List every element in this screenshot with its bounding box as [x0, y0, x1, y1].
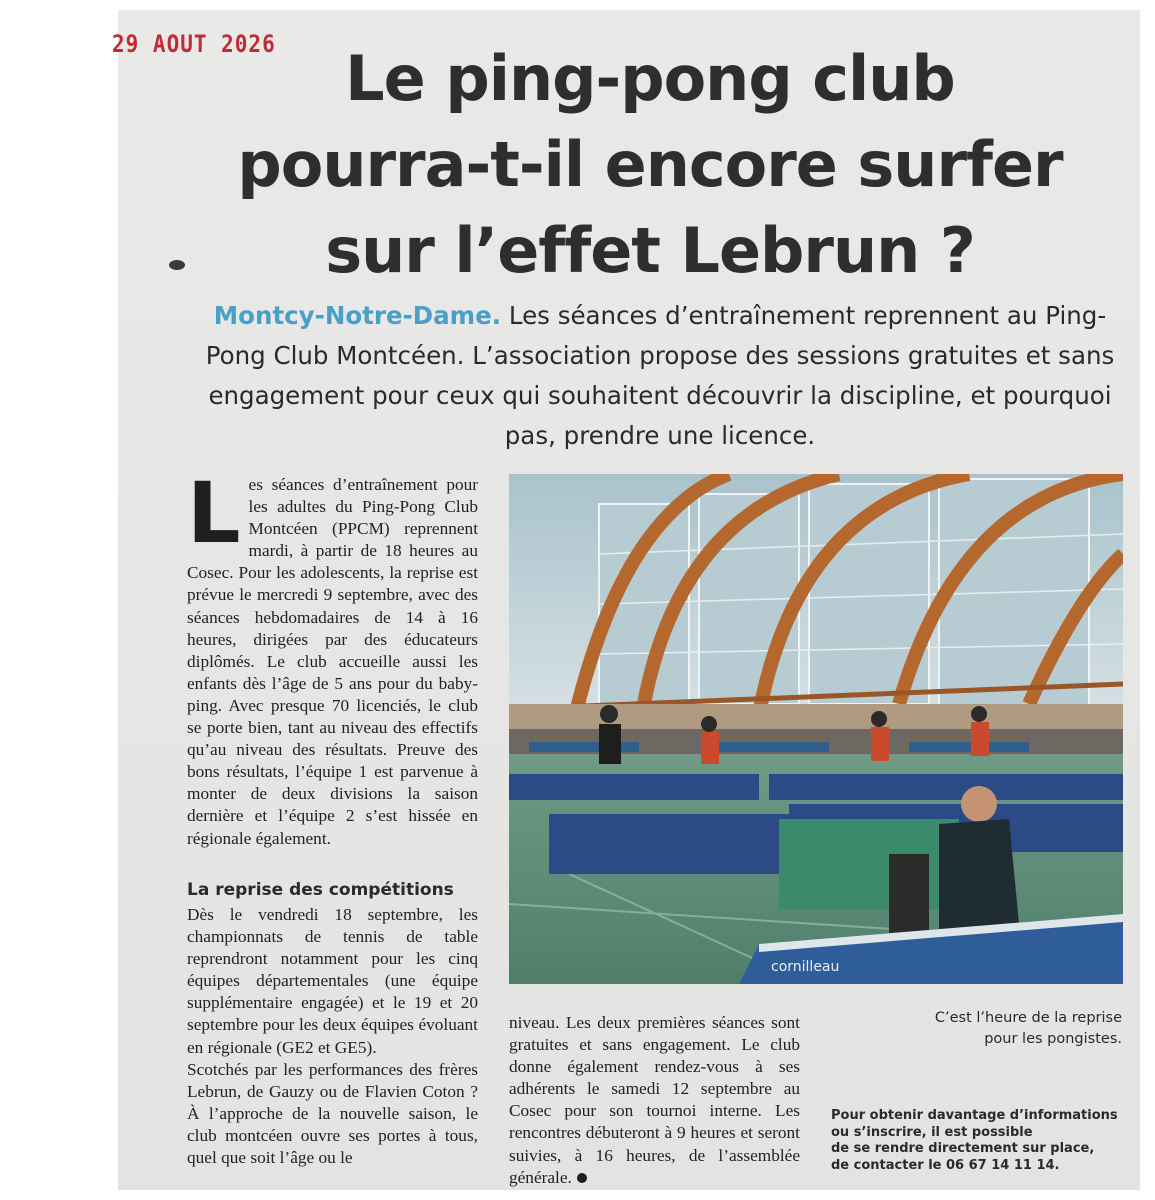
article-headline: [150, 36, 1150, 294]
caption-line-1: C’est l’heure de la reprise: [934, 1010, 1122, 1026]
section-subheading: La reprise des compétitions: [187, 880, 454, 900]
info-line-2: ou s’inscrire, il est possible: [831, 1124, 1033, 1140]
headline-line-1: Le ping-pong club: [345, 42, 955, 115]
lead-text: Les séances d’entraînement reprennent au Ping-Pong Club Montcéen. L’association propose des sessions gratuites et sans engagement pour ceux qui souhaitent découvrir la discipline, et pourquoi pas, prendre une licence.: [205, 301, 1115, 450]
body-column-2: [509, 1012, 800, 1189]
body-column-1-continued: [187, 904, 478, 1169]
article-lead: [190, 296, 1130, 456]
body-paragraph-1: es séances d’entraînement pour les adultes du Ping-Pong Club Montcéen (PPCM) reprennent mardi, à partir de 18 heures au Cosec. Pour les adolescents, la reprise est prévue le mercredi 9 septembre, avec des séances hebdomadaires de 14 à 16 heures, dirigées par des éducateurs diplômés. Le club accueille aussi les enfants dès l’âge de 5 ans pour du baby-ping. Avec presque 70 licenciés, le club se porte bien, tant au niveau des effectifs qu’au niveau des résultats. Preuve des bons résultats, l’équipe 1 est parvenue à monter de deux divisions la saison dernière et l’équipe 2 s’est hissée en régionale également.: [187, 475, 478, 848]
table-brand-label: cornilleau: [771, 959, 840, 975]
photo-caption: [860, 1008, 1122, 1050]
info-line-4: de contacter le 06 67 14 11 14.: [831, 1157, 1060, 1173]
body-paragraph-4: niveau. Les deux premières séances sont gratuites et sans engagement. Le club donne également rendez-vous à ses adhérents le samedi 12 septembre au Cosec pour son tournoi interne. Les rencontres débuteront à 9 heures et seront suivies, à 16 heures, de l’assemblée générale.: [509, 1013, 800, 1187]
info-line-1: Pour obtenir davantage d’informations: [831, 1108, 1118, 1123]
info-box: [831, 1108, 1123, 1174]
headline-line-3: sur l’effet Lebrun ?: [325, 214, 975, 287]
body-paragraph-3: Scotchés par les performances des frères Lebrun, de Gauzy ou de Flavien Coton ? À l’approche de la nouvelle saison, le club montcéen ouvre ses portes à tous, quel que soit l’âge ou le: [187, 1059, 478, 1168]
headline-line-2: pourra-t-il encore surfer: [237, 128, 1063, 201]
info-line-3: de se rendre directement sur place,: [831, 1141, 1095, 1156]
drop-cap: L: [187, 464, 241, 562]
date-stamp: 29 AOUT 2026: [112, 30, 276, 58]
body-paragraph-2: Dès le vendredi 18 septembre, les championnats de tennis de table reprendront notamment pour les cinq équipes départementales (une équipe supplémentaire engagée) et le 19 et 20 septembre pour les deux équipes évoluant en régionale (GE2 et GE5).: [187, 905, 478, 1057]
article-photo: [509, 474, 1123, 984]
sports-hall-illustration: [509, 474, 1123, 984]
caption-line-2: pour les pongistes.: [984, 1031, 1122, 1047]
lead-place-name: Montcy-Notre-Dame.: [213, 301, 502, 330]
body-column-1: [187, 464, 478, 850]
end-of-article-bullet: [577, 1173, 587, 1183]
punch-hole-mark: [169, 260, 185, 270]
